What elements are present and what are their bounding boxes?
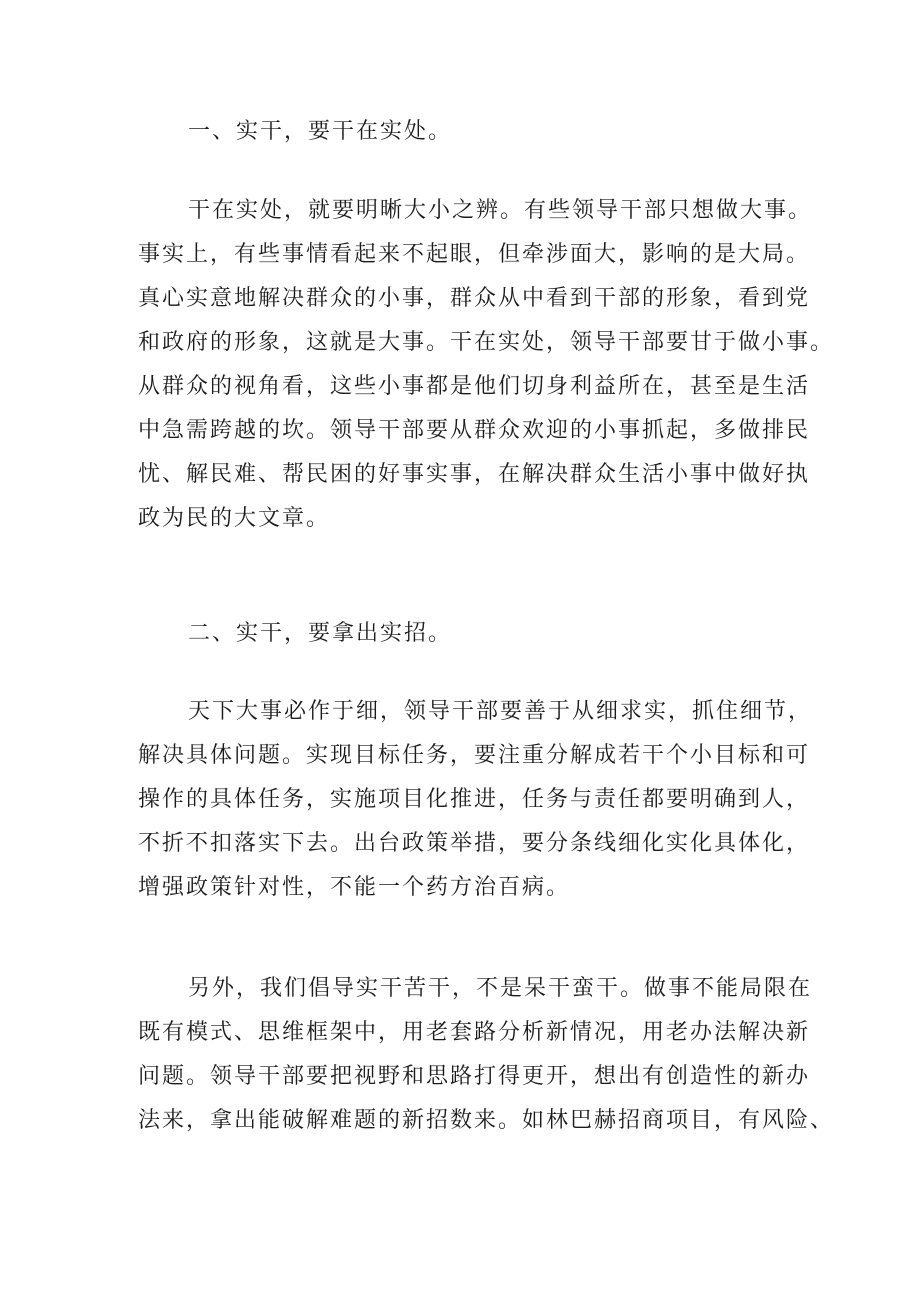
section-heading-1 xyxy=(138,110,788,154)
paragraph-line: 天下大事必作于细，领导干部要善于从细求实，抓住细节， xyxy=(188,699,813,724)
paragraph-line: 忧、解民难、帮民困的好事实事，在解决群众生活小事中做好执 xyxy=(138,462,811,487)
paragraph-line: 既有模式、思维框架中，用老套路分析新情况，用老办法解决新 xyxy=(138,1020,811,1045)
paragraph-line: 问题。领导干部要把视野和思路打得更开，想出有创造性的新办 xyxy=(138,1064,811,1089)
paragraph-line: 中急需跨越的坎。领导干部要从群众欢迎的小事抓起，多做排民 xyxy=(138,418,811,443)
paragraph-line: 增强政策针对性，不能一个药方治百病。 xyxy=(138,875,571,900)
paragraph-line: 另外，我们倡导实干苦干，不是呆干蛮干。做事不能局限在 xyxy=(188,976,813,1001)
paragraph-line: 事实上，有些事情看起来不起眼，但牵涉面大，影响的是大局。 xyxy=(138,242,811,267)
paragraph-line: 从群众的视角看，这些小事都是他们切身利益所在，甚至是生活 xyxy=(138,374,811,399)
paragraph-line: 解决具体问题。实现目标任务，要注重分解成若干个小目标和可 xyxy=(138,743,811,768)
heading-text: 一、实干，要干在实处。 xyxy=(188,119,453,144)
paragraph-2-1 xyxy=(138,690,813,910)
paragraph-2-2 xyxy=(138,967,835,1143)
paragraph-line: 和政府的形象，这就是大事。干在实处，领导干部要甘于做小事。 xyxy=(138,330,835,355)
paragraph-line: 操作的具体任务，实施项目化推进，任务与责任都要明确到人， xyxy=(138,787,811,812)
heading-text: 二、实干，要拿出实招。 xyxy=(188,621,453,646)
paragraph-line: 法来，拿出能破解难题的新招数来。如林巴赫招商项目，有风险、 xyxy=(138,1108,835,1133)
section-heading-2 xyxy=(138,612,788,656)
paragraph-line: 政为民的大文章。 xyxy=(138,506,331,531)
paragraph-line: 不折不扣落实下去。出台政策举措，要分条线细化实化具体化， xyxy=(138,831,811,856)
paragraph-line: 干在实处，就要明晰大小之辨。有些领导干部只想做大事。 xyxy=(188,198,813,223)
paragraph-1-1 xyxy=(138,189,835,541)
paragraph-line: 真心实意地解决群众的小事，群众从中看到干部的形象，看到党 xyxy=(138,286,811,311)
